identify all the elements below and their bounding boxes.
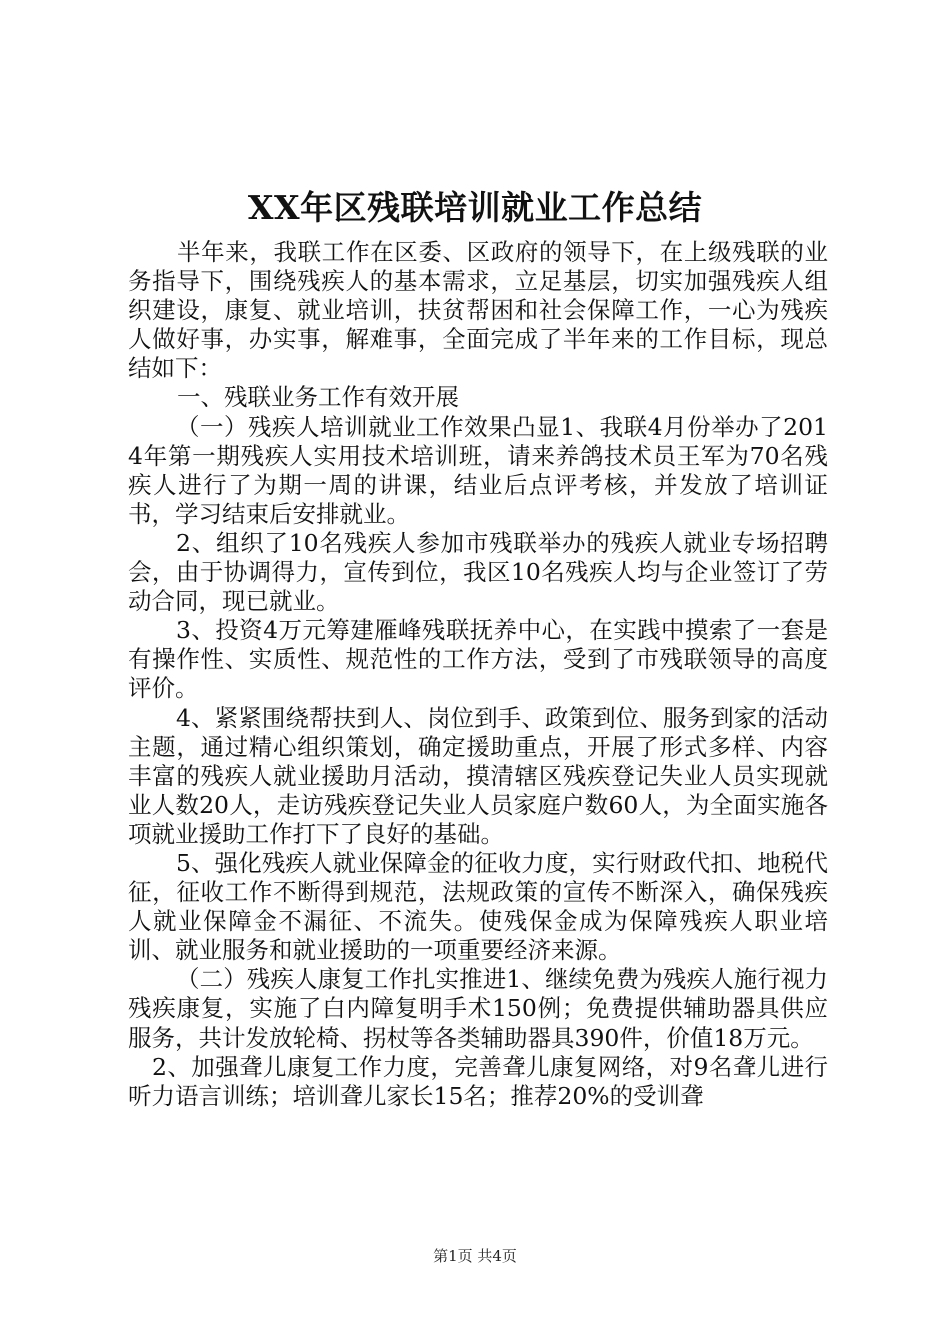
- document-title: XX年区残联培训就业工作总结: [247, 188, 703, 227]
- paragraph-item-5: 5、强化残疾人就业保障金的征收力度，实行财政代扣、地税代征，征收工作不断得到规范，法规政策的宣传不断深入，确保残疾人就业保障金不漏征、不流失。使残保金成为保障残疾人职业培训、就业服务和就业援助的一项重要经济来源。: [128, 848, 828, 965]
- paragraph-training: （一）残疾人培训就业工作效果凸显1、我联4月份举办了2014年第一期残疾人实用技术培训班，请来养鸽技术员王军为70名残疾人进行了为期一周的讲课，结业后点评考核，并发放了培训证书，学习结束后安排就业。: [128, 412, 828, 528]
- paragraph-deaf-children: 2、加强聋儿康复工作力度，完善聋儿康复网络，对9名聋儿进行听力语言训练；培训聋儿家长15名；推荐20%的受训聋: [128, 1052, 828, 1110]
- paragraph-rehab: （二）残疾人康复工作扎实推进1、继续免费为残疾人施行视力残疾康复，实施了白内障复明手术150例；免费提供辅助器具供应服务，共计发放轮椅、拐杖等各类辅助器具390件，价值18万元。: [128, 965, 828, 1052]
- section-heading: 一、残联业务工作有效开展: [177, 383, 459, 412]
- document-body: [128, 238, 828, 1111]
- paragraph-item-4: 4、紧紧围绕帮扶到人、岗位到手、政策到位、服务到家的活动主题，通过精心组织策划，确定援助重点，开展了形式多样、内容丰富的残疾人就业援助月活动，摸清辖区残疾登记失业人员实现就业人数20人，走访残疾登记失业人员家庭户数60人，为全面实施各项就业援助工作打下了良好的基础。: [128, 703, 828, 848]
- paragraph-item-2: 2、组织了10名残疾人参加市残联举办的残疾人就业专场招聘会，由于协调得力，宣传到位，我区10名残疾人均与企业签订了劳动合同，现已就业。: [128, 528, 828, 616]
- page-footer: 第1页 共4页: [433, 1247, 517, 1265]
- paragraph-intro: 半年来，我联工作在区委、区政府的领导下，在上级残联的业务指导下，围绕残疾人的基本需求，立足基层，切实加强残疾人组织建设，康复、就业培训，扶贫帮困和社会保障工作，一心为残疾人做好事，办实事，解难事，全面完成了半年来的工作目标，现总结如下：: [128, 238, 828, 383]
- paragraph-item-3: 3、投资4万元筹建雁峰残联抚养中心，在实践中摸索了一套是有操作性、实质性、规范性的工作方法，受到了市残联领导的高度评价。: [128, 616, 828, 703]
